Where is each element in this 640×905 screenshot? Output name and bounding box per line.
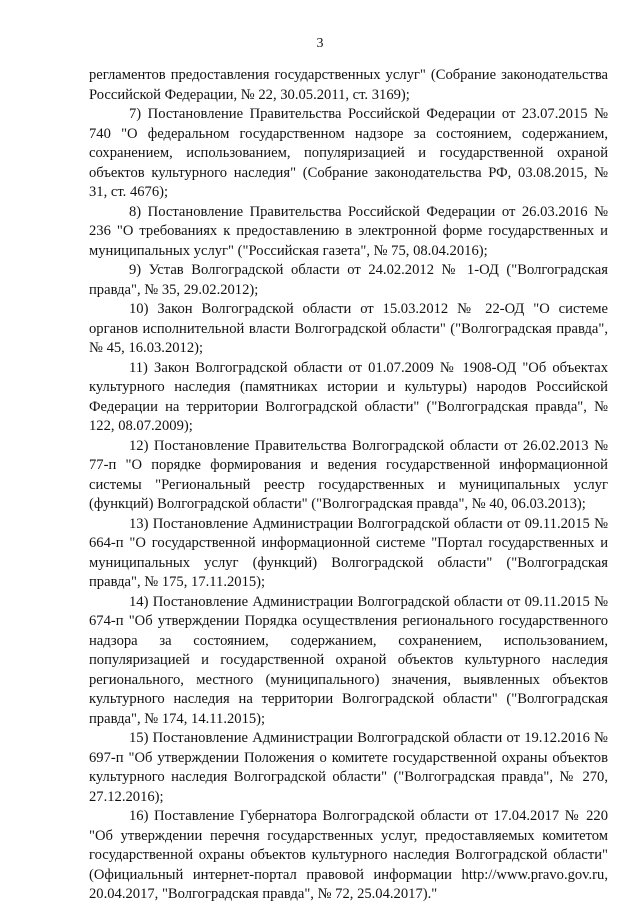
document-body xyxy=(89,66,608,905)
paragraph-item-13: 13) Постановление Администрации Волгоградской области от 09.11.2015 № 664-п "О государственной информационной системе "Портал государственных и муниципальных услуг (функций) Волгоградской области" ("Волгоградская правда", № 175, 17.11.2015); xyxy=(89,515,608,590)
paragraph-item-7: 7) Постановление Правительства Российской Федерации от 23.07.2015 № 740 "О федеральном государственном надзоре за состоянием, содержанием, сохранением, использованием, популяризацией и государственной охраной объектов культурного наследия" (Собрание законодательства РФ, 03.08.2015, № 31, ст. 4676); xyxy=(89,106,608,200)
paragraph-item-16: 16) Поставление Губернатора Волгоградской области от 17.04.2017 № 220 "Об утверждении перечня государственных услуг, предоставляемых комитетом государственной охраны объектов культурного наследия Волгоградской области" (Официальный интернет-портал правовой информации http://www.pravo.gov.ru, 20.04.2017, "Волгоградская правда", № 72, 25.04.2017)." xyxy=(89,808,608,902)
paragraph-item-10: 10) Закон Волгоградской области от 15.03.2012 № 22-ОД "О системе органов исполнительной власти Волгоградской области" ("Волгоградская правда", № 45, 16.03.2012); xyxy=(89,301,608,356)
paragraph-item-15: 15) Постановление Администрации Волгоградской области от 19.12.2016 № 697-п "Об утверждении Положения о комитете государственной охраны объектов культурного наследия Волгоградской области" ("Волгоградская правда", № 270, 27.12.2016); xyxy=(89,730,608,805)
paragraph-item-12: 12) Постановление Правительства Волгоградской области от 26.02.2013 № 77-п "О порядке формирования и ведения государственной информационной системы "Региональный реестр государственных и муниципальных услуг (функций) Волгоградской области" ("Волгоградская правда", № 40, 06.03.2013); xyxy=(89,437,608,512)
page-number: 3 xyxy=(316,36,324,51)
paragraph-item-14: 14) Постановление Администрации Волгоградской области от 09.11.2015 № 674-п "Об утверждении Порядка осуществления регионального государственного надзора за состоянием, содержанием, сохранением, использованием, популяризацией и государственной охраной объектов культурного наследия регионального, местного (муниципального) значения, выявленных объектов культурного наследия на территории Волгоградской области" ("Волгоградская правда", № 174, 14.11.2015); xyxy=(89,593,608,727)
paragraph-item-9: 9) Устав Волгоградской области от 24.02.2012 № 1-ОД ("Волгоградская правда", № 35, 29.02.2012); xyxy=(89,262,608,298)
paragraph-item-8: 8) Постановление Правительства Российской Федерации от 26.03.2016 № 236 "О требованиях к предоставлению в электронной форме государственных и муниципальных услуг" ("Российская газета", № 75, 08.04.2016); xyxy=(89,203,608,259)
paragraph-item-11: 11) Закон Волгоградской области от 01.07.2009 № 1908-ОД "Об объектах культурного наследия (памятниках истории и культуры) народов Российской Федерации на территории Волгоградской области" ("Волгоградская правда", № 122, 08.07.2009); xyxy=(89,359,608,434)
paragraph-continuation: регламентов предоставления государственных услуг" (Собрание законодательства Российской Федерации, № 22, 30.05.2011, ст. 3169); xyxy=(89,67,608,103)
